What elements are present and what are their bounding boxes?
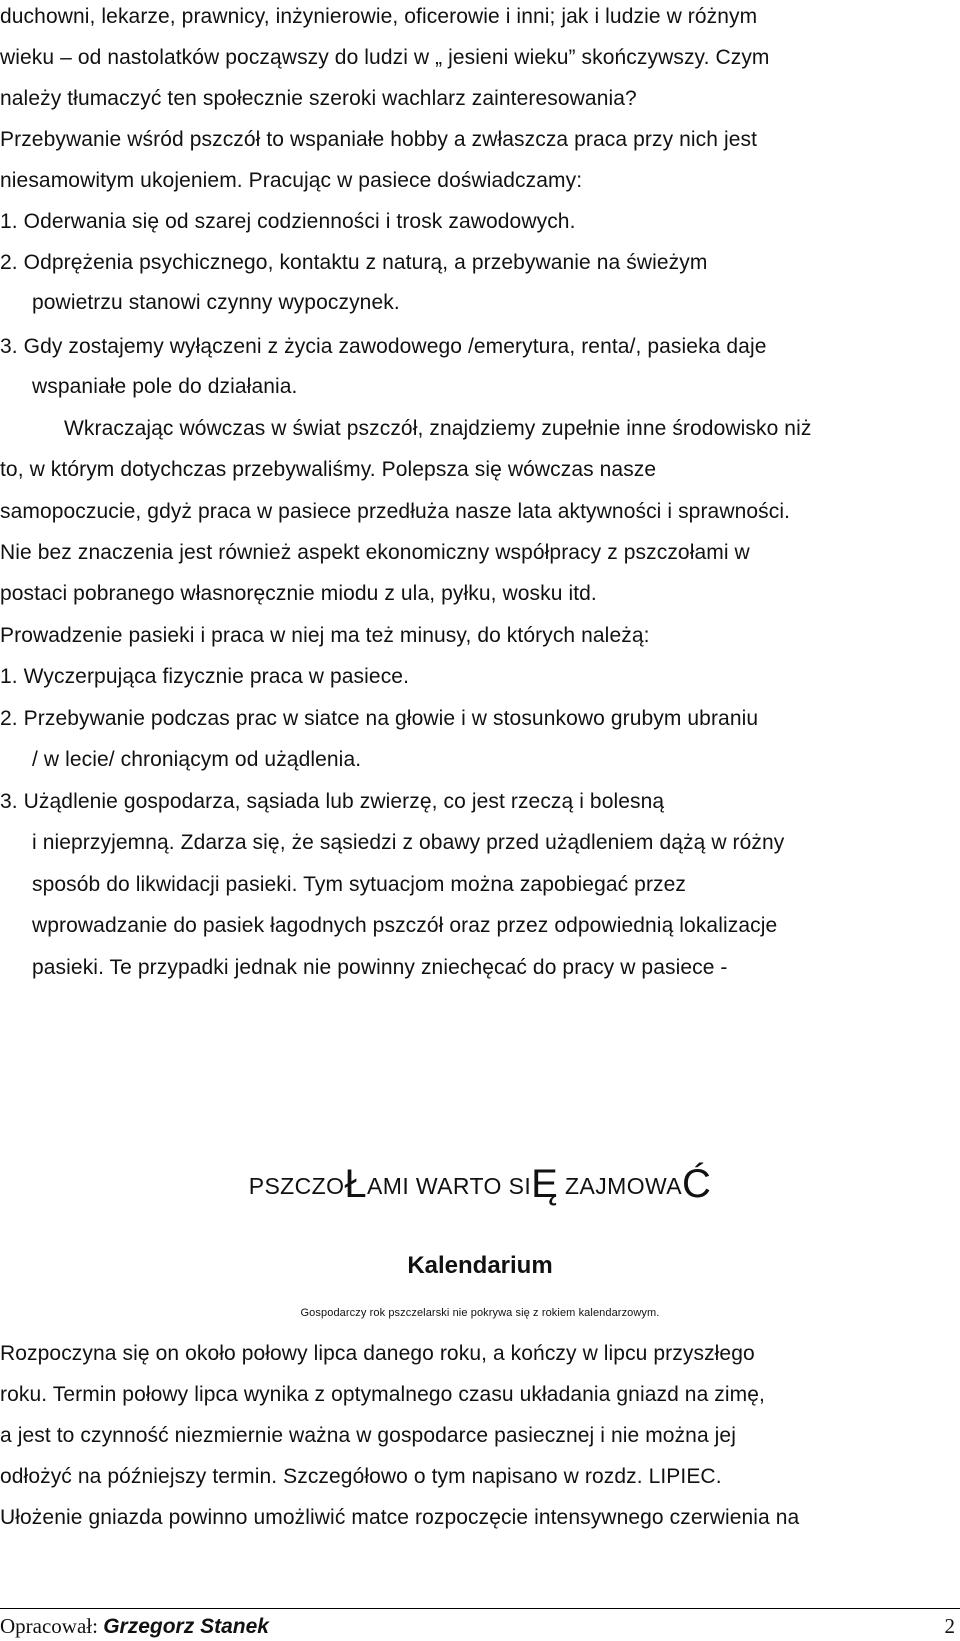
list-item-continuation: i nieprzyjemną. Zdarza się, że sąsiedzi z obawy przed użądleniem dążą w różny	[32, 831, 785, 854]
footer-author: Grzegorz Stanek	[103, 1615, 269, 1638]
body-line: należy tłumaczyć ten społecznie szeroki wachlarz zainteresowania?	[0, 87, 637, 110]
body-line: Nie bez znaczenia jest również aspekt ekonomiczny współpracy z pszczołami w	[0, 541, 750, 564]
section-line: a jest to czynność niezmiernie ważna w gospodarce pasiecznej i nie można jej	[0, 1424, 736, 1447]
heading-part: ZAJMOWA	[558, 1173, 682, 1199]
list-item-continuation: / w lecie/ chroniącym od użądlenia.	[32, 748, 362, 771]
body-line: samopoczucie, gdyż praca w pasiece przedłuża nasze lata aktywności i sprawności.	[0, 500, 791, 523]
body-line: postaci pobranego własnoręcznie miodu z ula, pyłku, wosku itd.	[0, 582, 597, 605]
list-item: 1. Wyczerpująca fizycznie praca w pasiece.	[0, 665, 410, 688]
page-number: 2	[944, 1614, 955, 1638]
list-item-continuation: wspaniałe pole do działania.	[32, 375, 298, 398]
list-item-continuation: sposób do likwidacji pasieki. Tym sytuacjom można zapobiegać przez	[32, 873, 687, 896]
section-line: Ułożenie gniazda powinno umożliwić matce rozpoczęcie intensywnego czerwienia na	[0, 1506, 800, 1529]
list-item-continuation: pasieki. Te przypadki jednak nie powinny zniechęcać do pracy w pasiece -	[32, 956, 728, 979]
list-item: 3. Użądlenie gospodarza, sąsiada lub zwierzę, co jest rzeczą i bolesną	[0, 790, 665, 813]
body-line: Przebywanie wśród pszczół to wspaniałe hobby a zwłaszcza praca przy nich jest	[0, 128, 758, 151]
list-item: 2. Odprężenia psychicznego, kontaktu z naturą, a przebywanie na świeżym	[0, 251, 708, 274]
footer-label: Opracował:	[0, 1614, 104, 1638]
body-line: niesamowitym ukojeniem. Pracując w pasiece doświadczamy:	[0, 169, 583, 192]
section-line: Rozpoczyna się on około połowy lipca danego roku, a kończy w lipcu przyszłego	[0, 1342, 755, 1365]
page-footer	[0, 1612, 955, 1640]
body-line: Prowadzenie pasieki i praca w niej ma też minusy, do których należą:	[0, 624, 650, 647]
list-item-continuation: powietrzu stanowi czynny wypoczynek.	[32, 291, 400, 314]
list-item: 2. Przebywanie podczas prac w siatce na głowie i w stosunkowo grubym ubraniu	[0, 707, 759, 730]
heading-large-letter: Ł	[344, 1162, 368, 1206]
paragraph-first-line: Wkraczając wówczas w świat pszczół, znajdziemy zupełnie inne środowisko niż	[64, 417, 812, 440]
heading-large-letter: Ę	[531, 1162, 559, 1206]
section-line: odłożyć na późniejszy termin. Szczegółowo o tym napisano w rozdz. LIPIEC.	[0, 1465, 722, 1488]
body-line: to, w którym dotychczas przebywaliśmy. Polepsza się wówczas nasze	[0, 458, 657, 481]
heading-large-letter: Ć	[682, 1162, 712, 1206]
list-item-continuation: wprowadzanie do pasiek łagodnych pszczół oraz przez odpowiednią lokalizacje	[32, 914, 778, 937]
section-title: Kalendarium	[407, 1252, 553, 1279]
section-line: roku. Termin połowy lipca wynika z optymalnego czasu układania gniazd na zimę,	[0, 1383, 765, 1406]
list-item: 1. Oderwania się od szarej codzienności i trosk zawodowych.	[0, 210, 576, 233]
heading-part: AMI WARTO SI	[367, 1173, 532, 1199]
heading-part: PSZCZO	[248, 1173, 345, 1199]
section-line-centered: Gospodarczy rok pszczelarski nie pokrywa się z rokiem kalendarzowym.	[300, 1307, 660, 1319]
body-line: duchowni, lekarze, prawnicy, inżynierowie, oficerowie i inni; jak i ludzie w różnym	[0, 5, 758, 28]
body-line: wieku – od nastolatków począwszy do ludzi w „ jesieni wieku” skończywszy. Czym	[0, 46, 770, 69]
list-item: 3. Gdy zostajemy wyłączeni z życia zawodowego /emerytura, renta/, pasieka daje	[0, 335, 767, 358]
decorative-heading	[0, 1164, 960, 1206]
footer-divider	[0, 1608, 960, 1609]
